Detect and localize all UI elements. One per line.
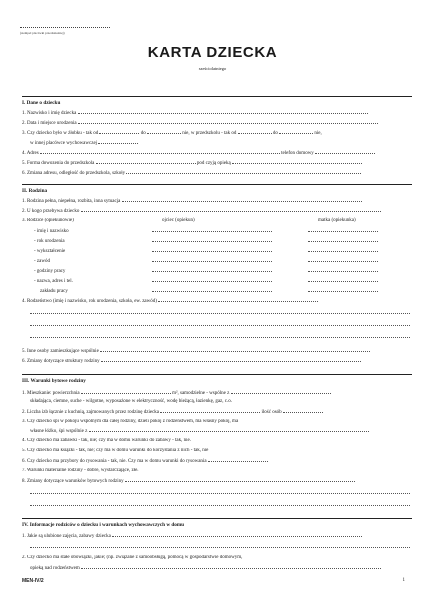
field-label: 1. Jakie są ulubione zajęcia, zabawy dziecka [22,534,111,539]
field-label: 1. Nazwisko i imię dziecka [22,111,77,116]
field-label: 3. Rodzice (opiekunowie) [22,218,74,223]
field-label: 4. Adres [22,151,39,156]
stamp-field [20,20,110,28]
parent-row [34,268,378,275]
field-label: 8. Zmiany dotyczące warunków bytowych rodziny [22,479,124,484]
fill-line [126,170,361,174]
field-text: do [140,131,146,136]
fill-line [30,322,410,326]
fill-line [125,478,355,482]
fill-line [40,150,280,154]
field-activities [22,533,414,540]
row-label: - wykształcenie [34,249,66,254]
parent-row [40,288,378,295]
fill-line [96,160,196,164]
fill-line [308,278,378,282]
section-rule [22,96,412,97]
field-continuation [30,565,381,572]
row-label: zakładu pracy [40,289,68,294]
section-heading-3: III. Warunki bytowe rodziny [22,378,86,384]
section-rule [22,184,412,185]
fill-line [208,458,268,462]
field-siblings [22,298,414,305]
form-code: MEN-IV/2 [22,578,44,584]
field-label: 2. Liczba izb łącznie z kuchnią, zajmowanych przez rodzinę dziecka [22,410,160,415]
fill-line [308,238,378,242]
parent-row [34,248,378,255]
blank-line [30,334,410,341]
fill-line [30,334,410,338]
field-transport [22,160,414,167]
fill-line [30,502,410,506]
fill-line [315,150,375,154]
blank-line [30,310,410,317]
field-label: 5. Czy dziecko ma książki - tak, nie; czy ma w domu warunki do korzystania z nich - tak, nie [22,448,209,453]
field-family-changes [22,358,414,365]
parent-row [34,258,378,265]
field-label: 5. Forma dowozenia do przedszkola [22,161,95,166]
fill-line [112,533,362,537]
row-label: - zawód [34,259,50,264]
field-text: pod czyją opieką [196,161,231,166]
field-text: m², samodzielne - wspólne z [172,391,230,396]
fill-line [78,110,368,114]
field-living-changes [22,478,414,485]
fill-line [152,258,272,262]
section-rule [22,518,412,519]
fill-line [231,390,331,394]
fill-line [122,198,362,202]
row-label: - nazwa, adres i tel. [34,279,73,284]
field-material [22,468,414,474]
fill-line [30,310,410,314]
parent-row [34,278,378,285]
fill-line [238,130,272,134]
field-label: 2. U kogo przebywa dziecko [22,209,80,214]
field-label: 1. Rodzina pełna, niepełna, rozbita, inna sytuacja [22,199,121,204]
field-text: nie, w przedszkolu - tak od [182,131,237,136]
page-title: KARTA DZIECKA [147,44,278,61]
blank-line [30,322,410,329]
field-label: 2. Data i miejsce urodzenia [22,121,77,126]
fill-line [308,268,378,272]
fill-line [279,130,313,134]
field-label: 3. Czy dziecko śpi w pokoju wspólnym dla całej rodziny, dzieli pokój z rodzeństwem, ma własny pokój, ma [22,419,239,424]
field-label: 6. Zmiany dotyczące struktury rodziny [22,359,100,364]
page-number: 1 [402,578,405,583]
fill-line [308,248,378,252]
fill-line [308,288,378,292]
fill-line [100,348,370,352]
field-text: opieką nad rodzeństwem [30,566,80,571]
fill-line [152,228,272,232]
field-text: w innej placówce wychowawczej [30,141,98,146]
field-books [22,448,414,454]
fill-line [81,390,171,394]
field-label: 4. Czy dziecko ma zabawki - tak, nie; czy ma w domu warunki do zabawy - tak, nie. [22,438,191,443]
fill-line [78,120,378,124]
page-subtitle: sześciolatniego [198,66,227,71]
field-label: 6. Zmiana adresu, odległość do przedszkola, szkoły [22,171,126,176]
field-toys [22,438,414,444]
fill-line [152,278,272,282]
section-heading-1: I. Dane o dziecku [22,100,61,106]
field-family [22,198,414,205]
field-duties [22,555,414,561]
field-birth [22,120,414,127]
field-rooms [22,409,414,416]
field-continuation: składająca, ciemne, suche - wilgotne, wyposażone w elektryczność, wodę bieżącą, łazienkę, gaz, c.o. [30,399,232,404]
field-label: 1. Mieszkanie: powierzchnia [22,391,80,396]
field-label: 6. Czy dziecko ma przybory do rysowania - tak, nie. Czy ma w domu warunki do rysowania [22,459,207,464]
fill-line [30,544,410,548]
fill-line [147,130,181,134]
field-continuation [30,140,138,147]
field-label: 7. Warunki materialne rodziny - dobre, wystarczające, złe. [22,468,139,473]
fill-line [283,409,323,413]
blank-line [30,490,410,497]
fill-line [232,160,362,164]
field-label: 3. Czy dziecko było w żłobku - tak od [22,131,99,136]
fill-line [158,298,318,302]
fill-line [152,248,272,252]
field-label: 5. Inne osoby zamieszkujące wspólnie [22,349,99,354]
fill-line [81,208,381,212]
fill-line [98,140,138,144]
stamp-caption: (stempel placówki przedszkolnej) [20,31,65,35]
row-label: - rok urodzenia [34,239,65,244]
field-label: 4. Rodzeństwo (imię i nazwisko, rok urodzenia, szkoła, ew. zawód) [22,299,157,304]
fill-line [89,428,369,432]
section-rule [22,374,412,375]
row-label: - godziny pracy [34,269,66,274]
field-text: ilość osób [261,410,282,415]
field-name [22,110,414,117]
field-label: 2. Czy dziecko ma stałe obowiązki, jakie; (np. związane z samoobsługą, pomocą w gospodarstwie domowym, [22,555,243,560]
fill-line [81,565,381,569]
fill-line [101,358,361,362]
column-father: ojciec (opiekun) [162,218,195,223]
section-heading-4: IV. Informacje rodziców o dziecku i warunkach wychowawczych w domu [22,522,185,528]
fill-line [30,490,410,494]
field-text: telefon domowy [281,151,314,156]
fill-line [160,409,260,413]
parent-row [34,238,378,245]
field-text: własne łóżko, śpi wspólnie z [30,429,88,434]
fill-line [99,130,139,134]
field-drawing [22,458,414,465]
field-address [22,150,414,157]
field-continuation [30,428,369,435]
parent-row [34,228,378,235]
column-mother: matka (opiekunka) [318,218,356,223]
fill-line [152,238,272,242]
field-address-change [22,170,414,177]
blank-line [30,502,410,509]
field-housing [22,390,414,397]
section-heading-2: II. Rodzina [22,188,48,194]
field-others [22,348,414,355]
fill-line [152,268,272,272]
fill-line [152,288,272,292]
blank-line [30,544,410,551]
row-label: - imię i nazwisko [34,229,69,234]
field-nursery [22,130,414,137]
fill-line [308,228,378,232]
field-sleep [22,419,414,425]
field-text: do [272,131,278,136]
field-lives-with [22,208,414,215]
field-text: nie, [314,131,322,136]
fill-line [308,258,378,262]
